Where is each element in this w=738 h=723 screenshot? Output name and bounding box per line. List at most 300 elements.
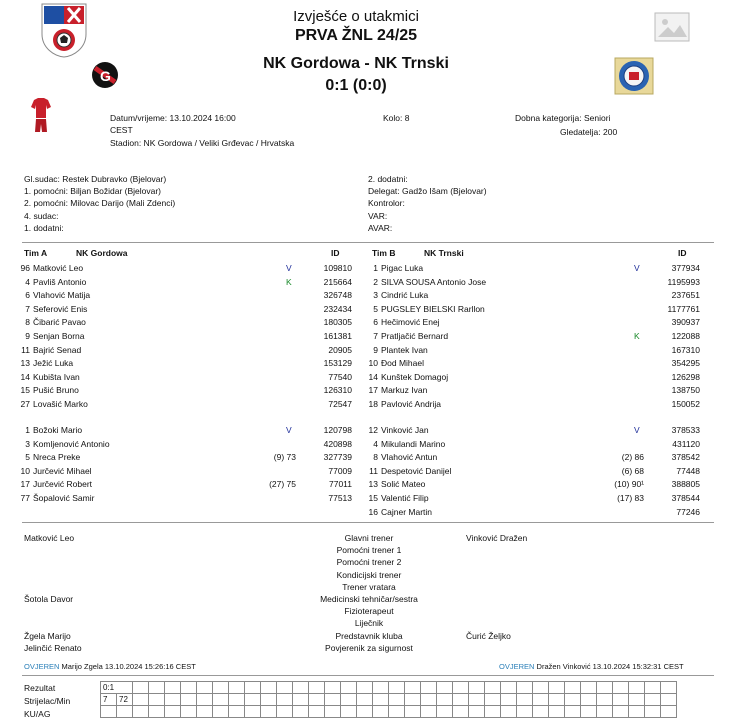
rezultat-label: Rezultat (24, 683, 56, 693)
spectators: Gledatelja: 200 (560, 127, 618, 137)
image-placeholder-icon (654, 12, 690, 42)
player-id: 161381 (323, 331, 352, 341)
scoring-cell (405, 682, 421, 694)
scoring-cell (373, 694, 389, 706)
scoring-cell (389, 694, 405, 706)
scoring-cell (181, 682, 197, 694)
scoring-cell (133, 694, 149, 706)
player-name: Pušić Bruno (33, 385, 79, 396)
scoring-cell (533, 694, 549, 706)
scoring-cell (197, 694, 213, 706)
scoring-cell (405, 706, 421, 718)
scoring-cell (325, 682, 341, 694)
staff-home: Žgela Marijo (24, 630, 71, 641)
scoring-cell (549, 694, 565, 706)
scoring-cell (661, 682, 677, 694)
scoring-cell (197, 706, 213, 718)
player-id: 180305 (323, 317, 352, 328)
player-name: Lovašić Marko (33, 399, 88, 409)
player-row (14, 466, 354, 479)
player-row (362, 358, 702, 371)
scoring-cell (213, 694, 229, 706)
player-name: Seferović Enis (33, 303, 88, 314)
team-b-id-header: ID (678, 248, 687, 258)
player-name: Pigac Luka (381, 263, 424, 273)
scoring-cell (293, 706, 309, 718)
scoring-cell (165, 682, 181, 694)
home-club-logo (90, 60, 120, 90)
scoring-cell (645, 694, 661, 706)
player-number: 9 (373, 344, 378, 355)
scoring-cell (597, 682, 613, 694)
player-role-mark: K (286, 276, 292, 287)
report-title: Izvješće o utakmici (293, 8, 419, 25)
player-name: SILVA SOUSA Antonio Jose (381, 276, 487, 287)
scoring-cell: 7 (101, 694, 117, 706)
player-number: 1 (373, 263, 378, 273)
strijelac-label: Strijelac/Min (24, 696, 71, 706)
team-b-label: Tim B (372, 248, 396, 258)
player-number: 7 (25, 303, 30, 314)
player-id: 1177761 (667, 303, 700, 314)
player-row (362, 466, 702, 479)
player-id: 77448 (676, 465, 700, 476)
scoring-cell (181, 706, 197, 718)
divider (22, 522, 714, 523)
player-id: 377934 (671, 263, 700, 273)
player-number: 17 (20, 479, 30, 490)
scoring-cell (581, 682, 597, 694)
player-role-mark: K (634, 331, 640, 341)
player-number: 4 (25, 276, 30, 287)
scoring-cell (277, 682, 293, 694)
player-name: Senjan Borna (33, 331, 85, 341)
scoring-cell (309, 682, 325, 694)
scoring-row (101, 706, 677, 718)
scoring-cell: 72 (117, 694, 133, 706)
team-a-id-header: ID (331, 248, 340, 258)
staff-role: Povjerenik za sigurnost (325, 642, 413, 653)
player-number: 27 (20, 399, 30, 409)
scoring-cell (165, 706, 181, 718)
player-number: 11 (21, 344, 30, 355)
scoring-cell (485, 682, 501, 694)
svg-text:G: G (100, 68, 111, 84)
match-timezone: CEST (110, 125, 133, 135)
scoring-cell (581, 706, 597, 718)
scoring-cell (453, 706, 469, 718)
match-score: 0:1 (0:0) (325, 77, 387, 94)
player-row (14, 304, 354, 317)
player-id: 378542 (671, 452, 700, 463)
player-substitution: (17) 83 (617, 493, 644, 503)
player-row (14, 479, 354, 492)
official-line: 2. pomoćni: Milovac Darijo (Mali Zdenci) (24, 198, 176, 208)
player-number: 18 (368, 399, 378, 409)
player-row (14, 439, 354, 452)
official-line: 4. sudac: (24, 211, 59, 221)
player-name: Cajner Martin (381, 506, 433, 517)
verified-badge: OVJEREN (24, 662, 60, 671)
player-id: 326748 (323, 290, 352, 301)
scoring-cell (293, 694, 309, 706)
player-name: Čibarić Pavao (33, 317, 86, 328)
player-id: 237651 (671, 290, 700, 301)
player-name: Pavlović Andrija (381, 399, 442, 409)
player-id: 420898 (323, 438, 352, 449)
player-number: 11 (369, 465, 378, 476)
player-row (362, 385, 702, 398)
player-number: 3 (373, 290, 378, 301)
player-name: Valentić Filip (381, 493, 429, 503)
player-name: Božoki Mario (33, 425, 83, 435)
scoring-cell (581, 694, 597, 706)
player-id: 77011 (328, 479, 352, 490)
verified-badge: OVJEREN (499, 662, 535, 671)
scoring-cell (133, 682, 149, 694)
scoring-cell (453, 682, 469, 694)
player-id: 72547 (328, 399, 352, 409)
player-name: Jurčević Mihael (33, 465, 92, 476)
team-b-name: NK Trnski (424, 248, 464, 258)
player-id: 215664 (323, 276, 352, 287)
player-row (362, 317, 702, 330)
official-line: 1. pomoćni: Biljan Božidar (Bjelovar) (24, 186, 162, 196)
team-a-label: Tim A (24, 248, 48, 258)
player-number: 9 (25, 331, 30, 341)
scoring-cell (325, 706, 341, 718)
scoring-cell (501, 706, 517, 718)
player-id: 153129 (323, 358, 352, 369)
scoring-cell (277, 694, 293, 706)
staff-away: Vinković Dražen (466, 533, 528, 543)
scoring-cell (309, 694, 325, 706)
scoring-cell (501, 682, 517, 694)
player-name: Vinković Jan (381, 425, 429, 435)
scoring-cell (117, 706, 133, 718)
scoring-cell (517, 694, 533, 706)
scoring-row (101, 694, 677, 706)
official-line: Delegat: Gadžo Išam (Bjelovar) (368, 186, 487, 196)
player-row (362, 452, 702, 465)
team-a-name: NK Gordowa (76, 248, 128, 258)
player-name: Solić Mateo (381, 479, 426, 490)
player-row (14, 358, 354, 371)
scoring-cell (421, 706, 437, 718)
staff-role: Fizioterapeut (344, 606, 394, 617)
player-id: 122088 (671, 331, 700, 341)
player-number: 7 (373, 331, 378, 341)
scoring-cell (261, 682, 277, 694)
scoring-cell (469, 694, 485, 706)
scoring-cell (309, 706, 325, 718)
player-name: Nreca Preke (33, 452, 81, 463)
scoring-cell (245, 706, 261, 718)
scoring-cell (645, 706, 661, 718)
scoring-cell (421, 694, 437, 706)
scoring-cell (613, 694, 629, 706)
scoring-cell (549, 682, 565, 694)
player-name: PUGSLEY BIELSKI Rarllon (381, 303, 485, 314)
scoring-cell (149, 694, 165, 706)
scoring-cell (229, 694, 245, 706)
scoring-cell (357, 682, 373, 694)
player-number: 3 (25, 438, 30, 449)
player-row (362, 493, 702, 506)
staff-role: Pomoćni trener 1 (336, 545, 402, 556)
player-number: 8 (25, 317, 30, 328)
player-name: Matković Leo (33, 263, 84, 273)
player-row (14, 290, 354, 303)
verification-left (24, 662, 196, 671)
player-number: 12 (368, 425, 378, 435)
scoring-cell (501, 694, 517, 706)
player-substitution: (10) 90¹ (614, 479, 644, 490)
player-id: 20905 (328, 344, 352, 355)
player-row (362, 439, 702, 452)
player-number: 2 (373, 276, 378, 287)
player-row (362, 479, 702, 492)
age-category: Dobna kategorija: Seniori (515, 113, 611, 123)
scoring-cell (597, 706, 613, 718)
player-id: 77009 (328, 465, 352, 476)
home-league-crest (40, 2, 88, 58)
scoring-cell (661, 706, 677, 718)
scoring-cell (533, 706, 549, 718)
scoring-cell (453, 694, 469, 706)
player-number: 1 (25, 425, 30, 435)
scoring-cell (469, 682, 485, 694)
staff-role: Trener vratara (342, 581, 396, 592)
player-name: Kubišta Ivan (33, 371, 80, 382)
player-id: 354295 (671, 358, 700, 369)
player-name: Hečimović Enej (381, 317, 440, 328)
scoring-cell (565, 682, 581, 694)
player-id: 378544 (671, 493, 700, 503)
scoring-cell (261, 694, 277, 706)
official-line: AVAR: (368, 223, 393, 233)
player-name: Vlahović Matija (33, 290, 91, 301)
scoring-cell (517, 706, 533, 718)
player-number: 17 (368, 385, 378, 396)
official-line: 1. dodatni: (24, 223, 64, 233)
scoring-table (100, 681, 677, 718)
scoring-cell (165, 694, 181, 706)
player-substitution: (6) 68 (621, 465, 644, 476)
player-name: Pratljačić Bernard (381, 331, 449, 341)
player-name: Plantek Ivan (381, 344, 428, 355)
player-row (14, 493, 354, 506)
player-id: 126298 (671, 371, 700, 382)
verified-by: Marijo Zgela 13.10.2024 15:26:16 CEST (61, 662, 196, 671)
player-id: 150052 (671, 399, 700, 409)
away-club-logo (614, 57, 654, 95)
player-row (14, 372, 354, 385)
home-kit-icon (30, 98, 52, 136)
scoring-cell (565, 694, 581, 706)
player-row (14, 399, 354, 412)
scoring-cell (437, 706, 453, 718)
player-number: 15 (368, 493, 378, 503)
scoring-cell (629, 694, 645, 706)
verified-by: Dražen Vinković 13.10.2024 15:32:31 CEST (536, 662, 684, 671)
player-id: 126310 (323, 385, 352, 396)
player-id: 1195993 (667, 276, 700, 287)
scoring-cell (341, 682, 357, 694)
player-row (14, 277, 354, 290)
player-row (362, 345, 702, 358)
player-row (14, 425, 354, 438)
player-role-mark: V (286, 263, 292, 273)
scoring-cell (629, 682, 645, 694)
player-number: 5 (373, 303, 378, 314)
staff-home: Jelinčić Renato (24, 642, 82, 653)
divider (22, 675, 714, 676)
player-number: 16 (368, 506, 378, 517)
player-id: 431120 (672, 438, 700, 449)
scoring-cell (277, 706, 293, 718)
player-number: 5 (25, 452, 30, 463)
scoring-cell (357, 706, 373, 718)
player-number: 77 (20, 493, 30, 503)
scoring-cell: 0:1 (101, 682, 133, 694)
player-name: Šopalović Samir (33, 493, 95, 503)
scoring-cell (101, 706, 117, 718)
player-row (362, 304, 702, 317)
player-row (14, 317, 354, 330)
player-row (362, 372, 702, 385)
staff-home: Šotola Davor (24, 594, 74, 604)
player-id: 77540 (328, 371, 352, 382)
player-number: 96 (20, 263, 30, 273)
scoring-cell (229, 706, 245, 718)
player-id: 109810 (323, 263, 352, 273)
player-id: 77513 (328, 493, 352, 503)
scoring-cell (661, 694, 677, 706)
player-role-mark: V (634, 425, 640, 435)
player-row (362, 290, 702, 303)
player-number: 6 (373, 317, 378, 328)
scoring-cell (229, 682, 245, 694)
scoring-cell (341, 694, 357, 706)
player-id: 120798 (323, 425, 352, 435)
player-row (14, 345, 354, 358)
player-row (362, 277, 702, 290)
match-datetime: Datum/vrijeme: 13.10.2024 16:00 (110, 113, 236, 123)
player-number: 4 (373, 438, 378, 449)
staff-role: Kondicijski trener (336, 569, 402, 580)
player-name: Bajrić Senad (33, 344, 82, 355)
scoring-cell (437, 694, 453, 706)
player-name: Komljenović Antonio (33, 438, 110, 449)
scoring-cell (629, 706, 645, 718)
staff-role: Glavni trener (344, 533, 394, 543)
match-title: NK Gordowa - NK Trnski (263, 55, 449, 72)
player-id: 138750 (671, 385, 700, 396)
player-row (14, 385, 354, 398)
staff-away: Čurić Željko (466, 630, 511, 641)
player-name: Cindrić Luka (381, 290, 429, 301)
player-number: 14 (368, 371, 378, 382)
scoring-cell (373, 682, 389, 694)
scoring-cell (645, 682, 661, 694)
player-id: 327739 (323, 452, 352, 463)
player-number: 10 (368, 358, 378, 369)
player-name: Despetović Danijel (381, 465, 452, 476)
scoring-cell (149, 682, 165, 694)
player-name: Markuz Ivan (381, 385, 428, 396)
player-row (362, 263, 702, 276)
player-name: Đod Mihael (381, 358, 424, 369)
match-stadium: Stadion: NK Gordowa / Veliki Grđevac / Hrvatska (110, 138, 295, 148)
staff-role: Pomoćni trener 2 (336, 557, 402, 568)
player-id: 378533 (671, 425, 700, 435)
staff-home: Matković Leo (24, 533, 75, 543)
player-number: 15 (20, 385, 30, 396)
staff-role: Predstavnik kluba (335, 630, 403, 641)
scoring-cell (565, 706, 581, 718)
scoring-cell (405, 694, 421, 706)
player-number: 10 (20, 465, 30, 476)
league-name: PRVA ŽNL 24/25 (294, 27, 418, 44)
player-name: Ježić Luka (33, 358, 74, 369)
scoring-cell (437, 682, 453, 694)
match-round: Kolo: 8 (383, 113, 410, 123)
scoring-cell (469, 706, 485, 718)
official-line: 2. dodatni: (368, 174, 408, 184)
player-number: 8 (373, 452, 378, 463)
scoring-cell (421, 682, 437, 694)
player-id: 167310 (671, 344, 700, 355)
player-id: 77246 (676, 506, 700, 517)
scoring-cell (245, 682, 261, 694)
scoring-cell (341, 706, 357, 718)
player-number: 6 (25, 290, 30, 301)
scoring-cell (213, 682, 229, 694)
scoring-cell (133, 706, 149, 718)
scoring-row (101, 682, 677, 694)
player-substitution: (9) 73 (273, 452, 296, 463)
scoring-cell (485, 694, 501, 706)
player-row (14, 452, 354, 465)
player-number: 14 (20, 371, 30, 382)
player-name: Kunštek Domagoj (381, 371, 449, 382)
player-number: 13 (20, 358, 30, 369)
scoring-cell (293, 682, 309, 694)
scoring-cell (389, 706, 405, 718)
scoring-cell (213, 706, 229, 718)
scoring-cell (517, 682, 533, 694)
player-row (362, 331, 702, 344)
scoring-cell (613, 682, 629, 694)
scoring-cell (533, 682, 549, 694)
scoring-cell (373, 706, 389, 718)
player-name: Vlahović Antun (381, 452, 438, 463)
divider (22, 242, 714, 243)
official-line: Kontrolor: (368, 198, 405, 208)
scoring-cell (245, 694, 261, 706)
player-role-mark: V (286, 425, 292, 435)
player-id: 390937 (671, 317, 700, 328)
staff-role: Medicinski tehničar/sestra (320, 594, 418, 604)
player-row (14, 263, 354, 276)
scoring-cell (149, 706, 165, 718)
player-substitution: (27) 75 (269, 479, 296, 490)
player-substitution: (2) 86 (621, 452, 644, 463)
official-line: VAR: (368, 211, 388, 221)
scoring-cell (485, 706, 501, 718)
player-row (362, 507, 702, 520)
